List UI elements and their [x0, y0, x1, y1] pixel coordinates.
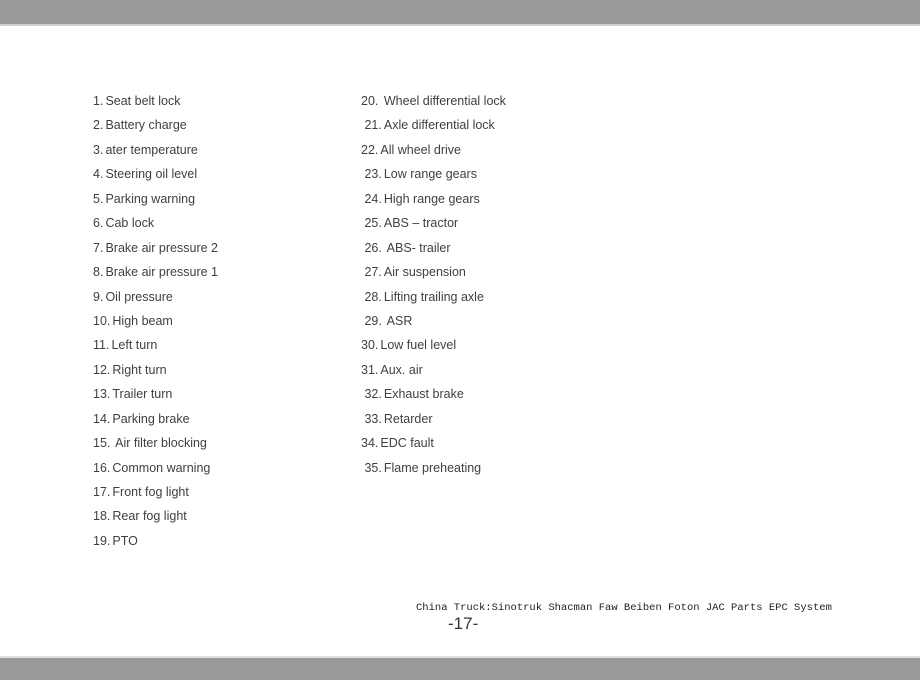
list-item — [361, 333, 506, 357]
page-number: -17- — [448, 614, 479, 633]
list-item-label: Steering oil level — [105, 167, 198, 182]
list-item-number: 30. — [361, 338, 379, 353]
list-item-number: 25. — [361, 216, 382, 231]
list-item-number: 32. — [361, 387, 382, 402]
list-item — [93, 407, 218, 431]
list-item-number: 8. — [93, 265, 104, 280]
list-item-label: Axle differential lock — [383, 118, 495, 133]
list-item-label: ater temperature — [105, 142, 198, 157]
list-item-label: Left turn — [111, 338, 158, 353]
list-item-number: 2. — [93, 118, 104, 133]
list-item — [93, 113, 218, 137]
list-item-number: 5. — [93, 191, 104, 206]
list-item-number: 28. — [361, 289, 382, 304]
list-item — [361, 382, 506, 406]
list-item — [361, 285, 506, 309]
list-item — [93, 504, 218, 528]
list-item-label: Battery charge — [105, 118, 187, 133]
list-item — [93, 358, 218, 382]
list-item — [361, 236, 506, 260]
list-item-number: 7. — [93, 240, 104, 255]
list-item-label: Low range gears — [383, 167, 477, 182]
list-item-number: 29. — [361, 313, 382, 328]
list-item-number: 11. — [93, 338, 110, 353]
list-item — [361, 431, 506, 455]
top-gray-bar — [0, 0, 920, 26]
list-item-label: ABS- trailer — [383, 240, 451, 255]
list-item-number: 1. — [93, 94, 104, 108]
list-item — [93, 309, 218, 333]
list-item-label: PTO — [112, 533, 138, 548]
list-item-label: EDC fault — [380, 436, 434, 451]
list-item-label: ASR — [383, 313, 413, 328]
list-item — [93, 480, 218, 504]
bottom-gray-bar — [0, 656, 920, 680]
list-item-number: 10. — [93, 313, 111, 328]
list-item-label: Parking brake — [112, 411, 190, 426]
list-item — [93, 260, 218, 284]
list-item-label: Exhaust brake — [383, 387, 464, 402]
list-item-label: Wheel differential lock — [380, 94, 506, 108]
list-item-number: 9. — [93, 289, 104, 304]
list-item — [93, 285, 218, 309]
list-item-label: Oil pressure — [105, 289, 173, 304]
list-item-label: All wheel drive — [380, 142, 461, 157]
list-item-number: 27. — [361, 265, 382, 280]
list-item — [361, 407, 506, 431]
list-item-number: 34. — [361, 436, 379, 451]
list-item-label: Right turn — [112, 362, 167, 377]
list-item-number: 23. — [361, 167, 382, 182]
list-item — [361, 211, 506, 235]
list-item — [93, 138, 218, 162]
list-item — [361, 138, 506, 162]
list-item — [93, 456, 218, 480]
list-item — [93, 431, 218, 455]
list-item-label: High range gears — [383, 191, 480, 206]
list-item-label: Front fog light — [112, 485, 189, 499]
list-item-label: Air filter blocking — [112, 436, 207, 451]
list-item-number: 33. — [361, 411, 382, 426]
list-item-number: 26. — [361, 240, 382, 255]
list-item — [93, 236, 218, 260]
list-item-number: 12. — [93, 362, 111, 377]
list-item-label: Flame preheating — [383, 460, 482, 475]
list-item-number: 17. — [93, 485, 111, 499]
footer-source-line: China Truck:Sinotruk Shacman Faw Beiben Foton JAC Parts EPC System — [416, 602, 832, 614]
list-item-label: Rear fog light — [112, 509, 187, 524]
list-item — [93, 529, 218, 553]
list-item-label: Retarder — [383, 411, 433, 426]
list-item — [93, 187, 218, 211]
list-item-number: 16. — [93, 460, 111, 475]
indicator-list-column-left — [93, 89, 218, 553]
list-item-label: Parking warning — [105, 191, 196, 206]
list-item-label: Brake air pressure 1 — [105, 265, 218, 280]
list-item-number: 21. — [361, 118, 382, 133]
list-item-label: High beam — [112, 313, 173, 328]
list-item — [361, 162, 506, 186]
list-item-number: 31. — [361, 362, 379, 377]
list-item — [93, 89, 218, 113]
list-item-number: 13. — [93, 387, 111, 402]
list-item-label: Common warning — [112, 460, 211, 475]
list-item — [361, 113, 506, 137]
list-item — [93, 382, 218, 406]
list-item — [361, 187, 506, 211]
list-item-label: Lifting trailing axle — [383, 289, 484, 304]
list-item-label: Aux. air — [380, 362, 423, 377]
list-item-label: Brake air pressure 2 — [105, 240, 218, 255]
list-item-number: 4. — [93, 167, 104, 182]
list-item — [361, 89, 506, 113]
list-item-number: 24. — [361, 191, 382, 206]
list-item — [361, 309, 506, 333]
list-item-number: 3. — [93, 142, 104, 157]
list-item — [361, 456, 506, 480]
list-item — [93, 211, 218, 235]
list-item-number: 14. — [93, 411, 111, 426]
list-item-label: Seat belt lock — [105, 94, 181, 108]
list-item-number: 22. — [361, 142, 379, 157]
list-item-label: Cab lock — [105, 216, 155, 231]
list-item — [93, 162, 218, 186]
list-item-label: Trailer turn — [112, 387, 173, 402]
list-item-number: 6. — [93, 216, 104, 231]
list-item-number: 20. — [361, 94, 379, 108]
list-item — [361, 260, 506, 284]
list-item-label: Low fuel level — [380, 338, 457, 353]
list-item-number: 35. — [361, 460, 382, 475]
list-item-label: Air suspension — [383, 265, 466, 280]
list-item-number: 15. — [93, 436, 111, 451]
list-item — [93, 333, 218, 357]
list-item-number: 19. — [93, 533, 111, 548]
indicator-list-column-right — [361, 89, 506, 480]
list-item-label: ABS – tractor — [383, 216, 459, 231]
list-item-number: 18. — [93, 509, 111, 524]
list-item — [361, 358, 506, 382]
